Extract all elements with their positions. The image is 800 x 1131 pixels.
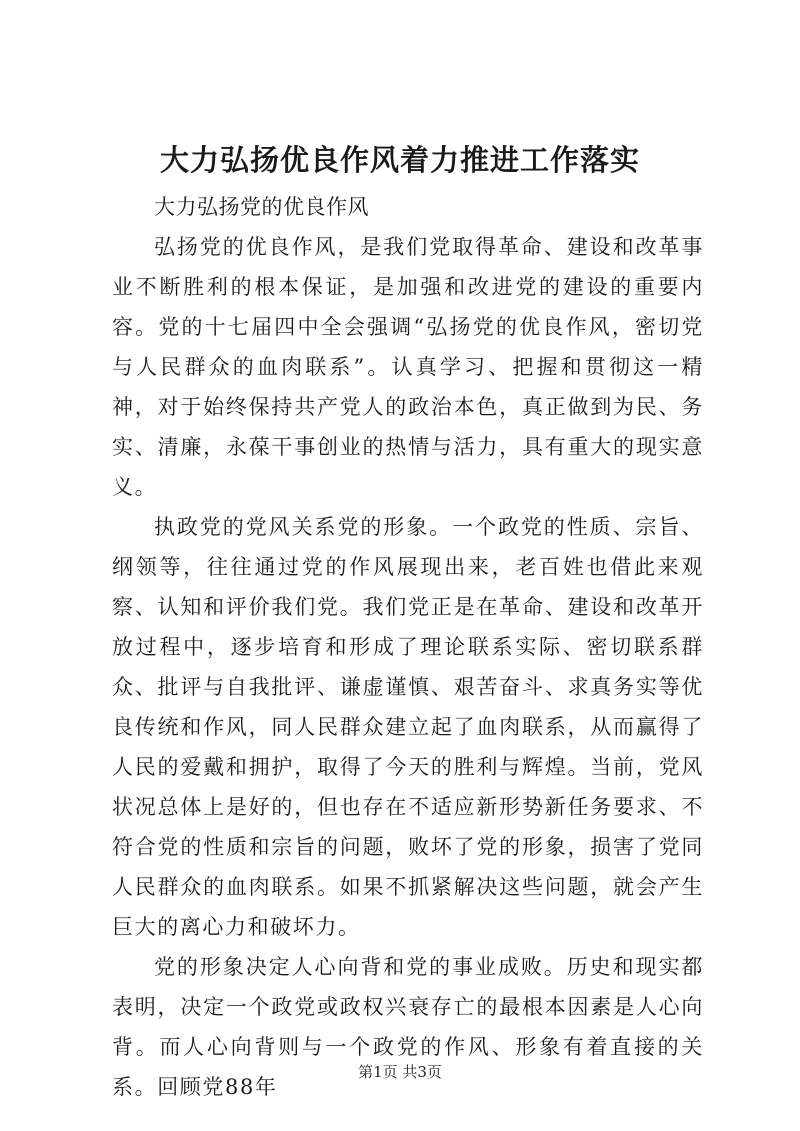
document-title: 大力弘扬优良作风着力推进工作落实 bbox=[159, 143, 640, 177]
body-paragraph-3: 党的形象决定人心向背和党的事业成败。历史和现实都表明，决定一个政党或政权兴衰存亡的最根本因素是人心向背。而人心向背则与一个政党的作风、形象有着直接的关系。回顾党88年 bbox=[112, 955, 704, 1099]
body-paragraph-2: 执政党的党风关系党的形象。一个政党的性质、宗旨、纲领等，往往通过党的作风展现出来，老百姓也借此来观察、认知和评价我们党。我们党正是在革命、建设和改革开放过程中，逐步培育和形成了理论联系实际、密切联系群众、批评与自我批评、谦虚谨慎、艰苦奋斗、求真务实等优良传统和作风，同人民群众建立起了血肉联系，从而赢得了人民的爱戴和拥护，取得了今天的胜利与辉煌。当前，党风状况总体上是好的，但也存在不适应新形势新任务要求、不符合党的性质和宗旨的问题，败坏了党的形象，损害了党同人民群众的血肉联系。如果不抓紧解决这些问题，就会产生巨大的离心力和破坏力。 bbox=[112, 515, 704, 939]
section-heading: 大力弘扬党的优良作风 bbox=[154, 195, 369, 219]
document-body bbox=[112, 187, 704, 1107]
body-paragraph-1: 弘扬党的优良作风，是我们党取得革命、建设和改革事业不断胜利的根本保证，是加强和改进党的建设的重要内容。党的十七届四中全会强调“弘扬党的优良作风，密切党与人民群众的血肉联系”。认真学习、把握和贯彻这一精神，对于始终保持共产党人的政治本色，真正做到为民、务实、清廉，永葆干事创业的热情与活力，具有重大的现实意义。 bbox=[112, 235, 704, 499]
page-footer: 第1页 共3页 bbox=[358, 1063, 442, 1081]
